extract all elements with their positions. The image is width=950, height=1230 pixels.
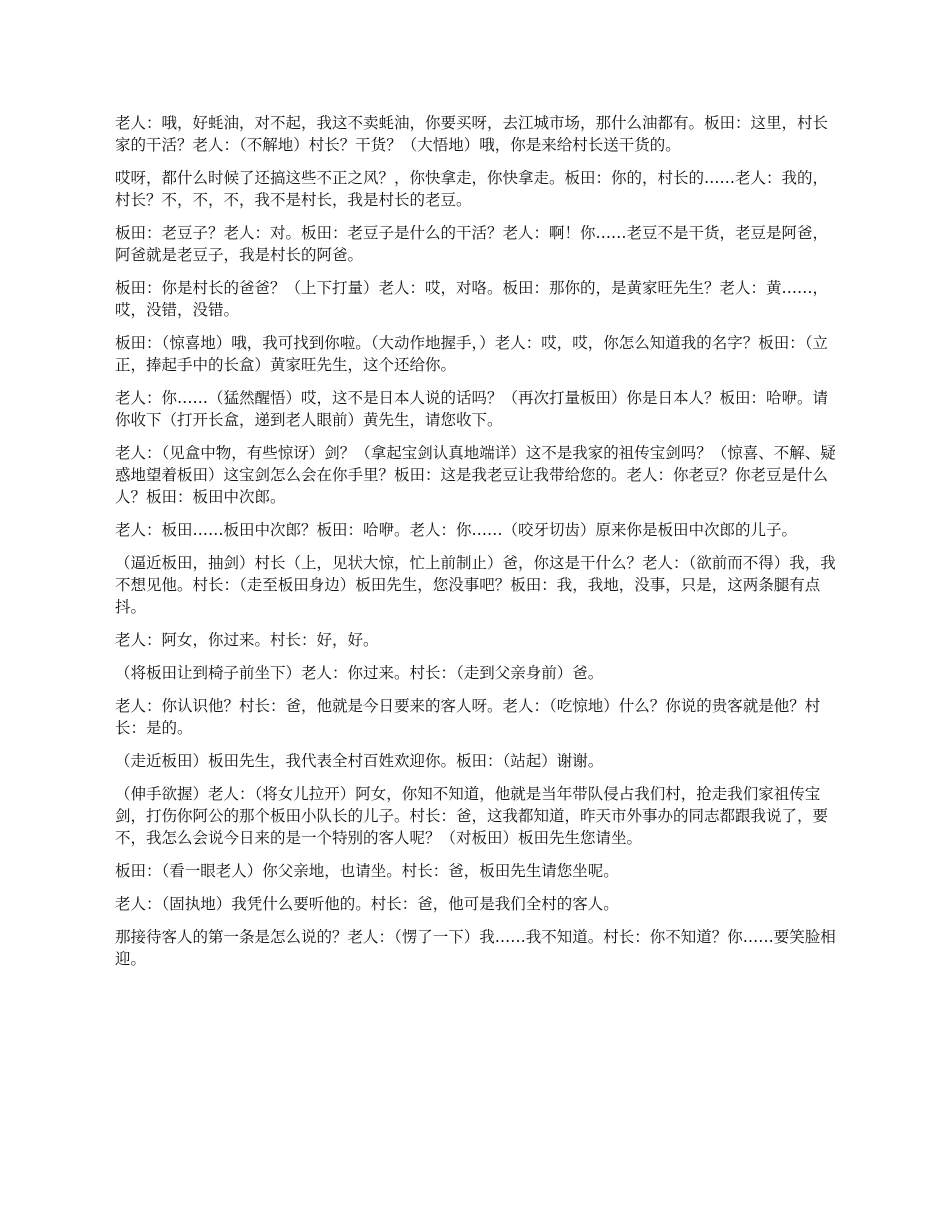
paragraph: 板田：老豆子？老人：对。板田：老豆子是什么的干活？老人：啊！你……老豆不是干货，老豆是阿爸，阿爸就是老豆子，我是村长的阿爸。 [115,224,829,264]
paragraph: 老人：你……（猛然醒悟）哎，这不是日本人说的话吗？（再次打量板田）你是日本人？板田：哈咿。请你收下（打开长盒，递到老人眼前）黄先生，请您收下。 [115,389,829,429]
paragraph: （将板田让到椅子前坐下）老人：你过来。村长：（走到父亲身前）爸。 [115,664,604,682]
paragraph: 哎呀，都什么时候了还搞这些不正之风？，你快拿走，你快拿走。板田：你的，村长的……老人：我的，村长？不，不，不，我不是村长，我是村长的老豆。 [115,169,829,209]
paragraph: 老人：你认识他？村长：爸，他就是今日要来的客人呀。老人：（吃惊地）什么？你说的贵客就是他？村长：是的。 [115,697,821,737]
paragraph: （走近板田）板田先生，我代表全村百姓欢迎你。板田：（站起）谢谢。 [115,752,604,770]
paragraph: 老人：（见盒中物，有些惊讶）剑？（拿起宝剑认真地端详）这不是我家的祖传宝剑吗？（惊喜、不解、疑惑地望着板田）这宝剑怎么会在你手里？板田：这是我老豆让我带给您的。老人：你老豆？你老豆是什么人？板田：板田中次郎。 [115,444,836,506]
paragraph: 板田：（惊喜地）哦，我可找到你啦。（大动作地握手，）老人：哎，哎，你怎么知道我的名字？板田：（立正，捧起手中的长盒）黄家旺先生，这个还给你。 [115,334,829,374]
paragraph: （伸手欲握）老人：（将女儿拉开）阿女，你知不知道，他就是当年带队侵占我们村，抢走我们家祖传宝剑，打伤你阿公的那个板田小队长的儿子。村长：爸，这我都知道，昨天市外事办的同志都跟我说了，要不，我怎么会说今日来的是一个特别的客人呢？（对板田）板田先生您请坐。 [115,785,829,847]
paragraph: 板田：（看一眼老人）你父亲地，也请坐。村长：爸，板田先生请您坐呢。 [115,862,619,880]
paragraph: 老人：板田……板田中次郎？板田：哈咿。老人：你……（咬牙切齿）原来你是板田中次郎的儿子。 [115,521,798,539]
paragraph: 老人：（固执地）我凭什么要听他的。村长：爸，他可是我们全村的客人。 [115,895,619,913]
paragraph: 板田：你是村长的爸爸？（上下打量）老人：哎，对咯。板田：那你的，是黄家旺先生？老人：黄……，哎，没错，没错。 [115,279,829,319]
document-body [115,112,842,981]
paragraph: 那接待客人的第一条是怎么说的？老人：（愣了一下）我……我不知道。村长：你不知道？你……要笑脸相迎。 [115,928,836,968]
paragraph: 老人：哦，好蚝油，对不起，我这不卖蚝油，你要买呀，去江城市场，那什么油都有。板田：这里，村长家的干活？老人：（不解地）村长？干货？（大悟地）哦，你是来给村长送干货的。 [115,114,829,154]
paragraph: 老人：阿女，你过来。村长：好，好。 [115,631,379,649]
paragraph: （逼近板田，抽剑）村长（上，见状大惊，忙上前制止）爸，你这是干什么？老人：（欲前而不得）我，我不想见他。村长：（走至板田身边）板田先生，您没事吧？板田：我，我地，没事，只是，这两条腿有点抖。 [115,554,836,616]
